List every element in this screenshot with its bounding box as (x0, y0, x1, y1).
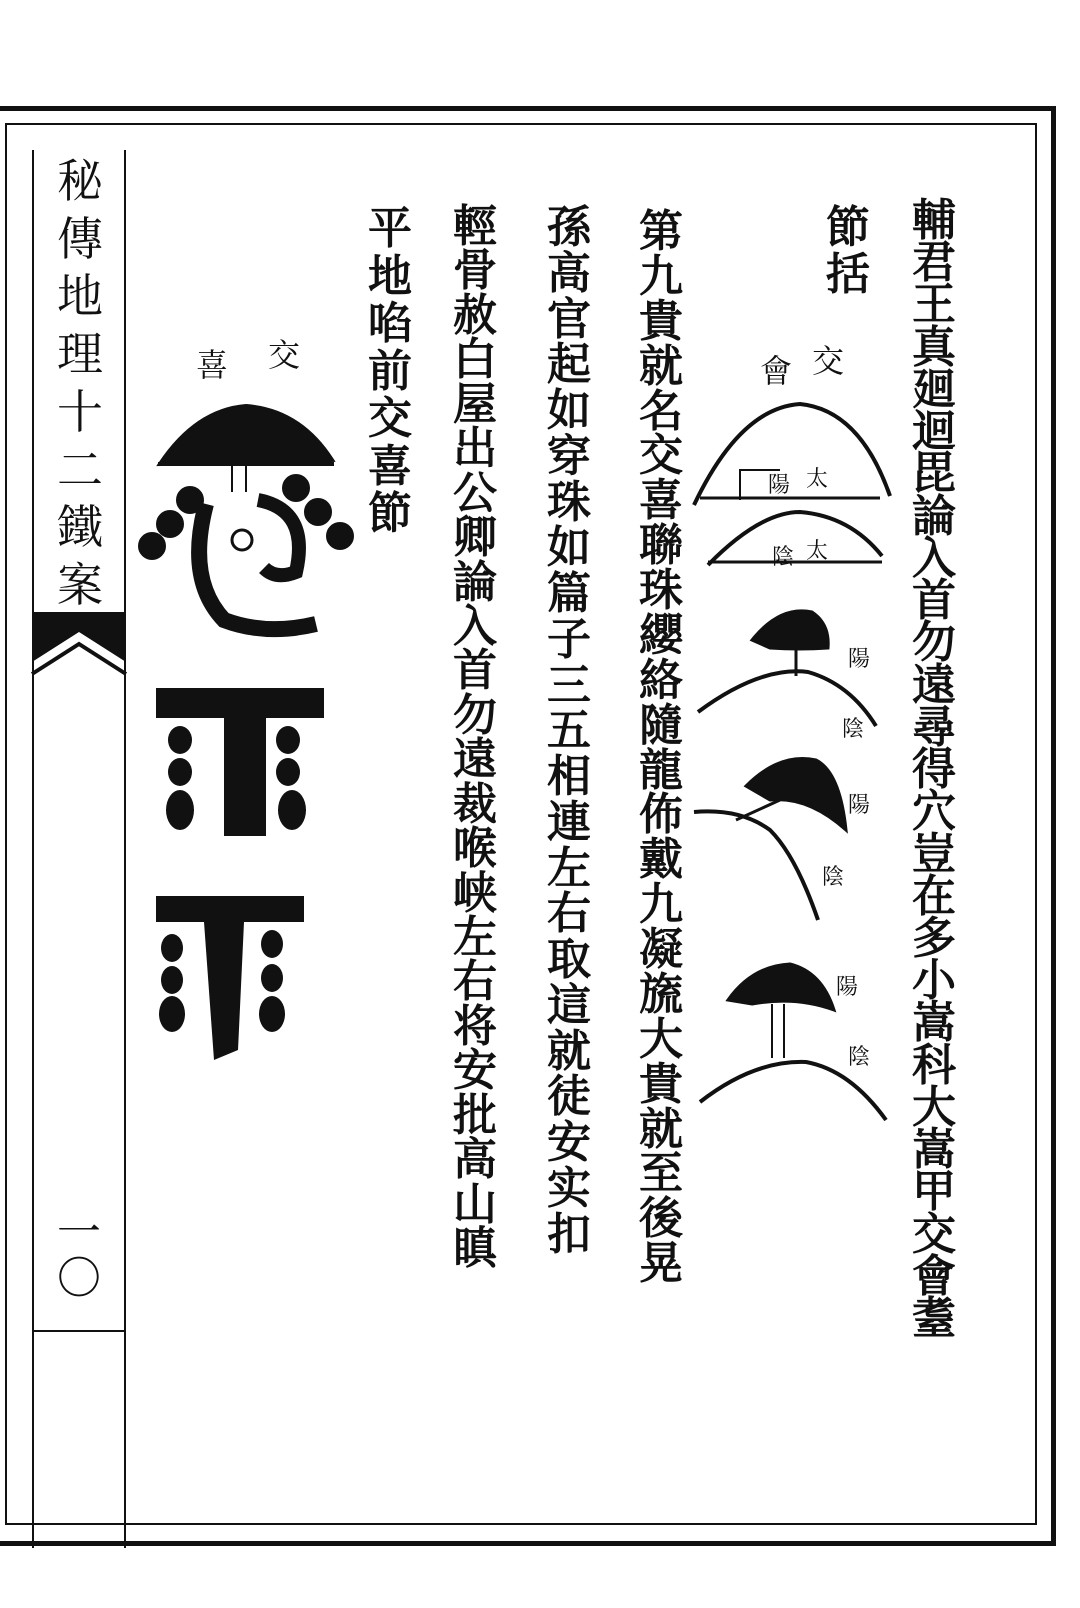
text-char: 得 (912, 744, 956, 796)
text-char: 入 (912, 532, 956, 584)
text-char: 王 (912, 279, 956, 331)
text-char: 後 (639, 1193, 683, 1245)
text-char: 迴 (912, 406, 956, 458)
text-char: 三 (547, 659, 591, 711)
page-number-char: 〇 (57, 1253, 101, 1305)
text-char: 珠 (547, 476, 591, 528)
label-yin-1: 陰 (772, 545, 795, 570)
title-char: 地 (57, 269, 103, 324)
text-char: 珠 (639, 565, 683, 616)
text-char: 晃 (639, 1238, 683, 1290)
text-char: 戴 (639, 834, 683, 886)
label-xi: 喜 (196, 346, 229, 384)
text-char: 就 (547, 1025, 591, 1077)
title-char: 秘 (57, 154, 103, 208)
text-char: 九 (639, 250, 683, 302)
text-char: 小 (912, 955, 956, 1007)
text-char: 峡 (453, 867, 497, 919)
text-char: 取 (547, 934, 591, 985)
text-char: 交 (912, 1208, 956, 1260)
text-char: 子 (547, 613, 591, 665)
text-char: 耋 (912, 1293, 956, 1345)
text-char: 甲 (912, 1166, 956, 1218)
text-char: 入 (453, 600, 497, 652)
text-char: 豈 (912, 828, 956, 880)
text-char: 喉 (453, 823, 497, 875)
text-char: 批 (453, 1089, 497, 1141)
text-char: 會 (912, 1250, 956, 1302)
text-char: 首 (912, 575, 956, 627)
text-char: 右 (547, 888, 591, 940)
text-char: 卿 (453, 512, 497, 564)
text-char: 輕 (453, 201, 497, 252)
text-char: 這 (547, 979, 591, 1031)
text-char: 節 (826, 202, 870, 253)
text-char: 論 (912, 490, 956, 542)
text-char: 扣 (547, 1208, 591, 1260)
text-char: 如 (547, 385, 591, 436)
text-char: 多 (912, 912, 956, 964)
text-char: 大 (639, 1013, 683, 1065)
title-char: 理 (57, 327, 103, 382)
text-char: 就 (639, 1103, 683, 1155)
text-char: 嵩 (912, 1124, 956, 1176)
label-jiao-left: 交 (268, 336, 301, 374)
label-yin-3: 陰 (822, 865, 845, 890)
text-char: 尋 (912, 701, 956, 753)
text-char: 大 (912, 1081, 956, 1133)
text-char: 安 (547, 1117, 591, 1168)
text-char: 絡 (639, 654, 683, 706)
text-char: 勿 (453, 689, 497, 741)
text-char: 安 (453, 1045, 497, 1097)
text-char: 山 (453, 1178, 497, 1230)
text-char: 白 (453, 334, 497, 386)
text-char: 廻 (912, 363, 956, 415)
text-char: 論 (453, 556, 497, 608)
text-char: 第 (639, 206, 683, 257)
text-char: 佈 (639, 789, 683, 841)
page-number-char: 一 (57, 1207, 101, 1258)
text-char: 在 (912, 870, 956, 922)
text-char: 嵩 (912, 997, 956, 1049)
text-char: 君 (912, 237, 956, 289)
text-char: 实 (547, 1162, 591, 1214)
text-char: 孫 (547, 202, 591, 253)
text-char: 喜 (368, 440, 412, 492)
label-yang-4: 陽 (836, 975, 859, 1000)
text-char: 交 (639, 430, 683, 482)
text-char: 瞋 (453, 1223, 497, 1275)
label-tai-2: 太 (806, 539, 829, 564)
text-char: 纓 (639, 609, 683, 661)
text-char: 将 (453, 1000, 497, 1052)
text-char: 左 (453, 912, 497, 963)
text-char: 骨 (453, 245, 497, 297)
text-char: 勿 (912, 617, 956, 669)
text-char: 相 (547, 751, 591, 802)
text-char: 穴 (912, 786, 956, 838)
text-char: 至 (639, 1148, 683, 1200)
text-char: 左 (547, 842, 591, 894)
text-char: 出 (453, 423, 497, 475)
text-char: 龍 (639, 744, 683, 796)
text-char: 篇 (547, 568, 591, 619)
text-char: 高 (547, 247, 591, 299)
text-char: 遠 (912, 659, 956, 711)
text-char: 前 (368, 345, 412, 397)
text-char: 啗 (368, 298, 412, 350)
label-yin-2: 陰 (842, 717, 865, 742)
text-char: 公 (453, 467, 497, 519)
text-char: 官 (547, 293, 591, 345)
text-char: 就 (639, 340, 683, 392)
text-char: 九 (639, 879, 683, 931)
text-char: 括 (826, 248, 870, 300)
text-char: 節 (368, 488, 412, 540)
text-char: 五 (547, 705, 591, 757)
label-yin-4: 陰 (848, 1045, 871, 1070)
title-char: 二 (57, 442, 103, 497)
text-char: 如 (547, 522, 591, 574)
label-tai-1: 太 (806, 467, 829, 492)
label-yang-3: 陽 (848, 793, 871, 818)
text-char: 交 (368, 393, 412, 445)
text-char: 貴 (639, 295, 683, 347)
text-char: 高 (453, 1134, 497, 1186)
text-char: 屋 (453, 378, 497, 430)
title-char: 鐵 (57, 500, 103, 555)
text-char: 科 (912, 1039, 956, 1091)
text-char: 遠 (453, 734, 497, 786)
label-yang-2: 陽 (848, 647, 871, 672)
text-char: 裁 (453, 778, 497, 830)
text-char: 徒 (547, 1071, 591, 1123)
text-char: 首 (453, 645, 497, 697)
label-hui: 會 (760, 352, 793, 390)
text-char: 凝 (639, 924, 683, 975)
text-char: 名 (639, 385, 683, 437)
text-char: 毘 (912, 448, 956, 500)
title-char: 案 (57, 557, 103, 612)
text-char: 右 (453, 956, 497, 1008)
label-jiao-top: 交 (812, 342, 845, 380)
text-char: 旒 (639, 968, 683, 1020)
text-char: 平 (368, 203, 412, 254)
text-char: 赦 (453, 289, 497, 341)
title-char: 傳 (57, 211, 103, 266)
text-char: 連 (547, 796, 591, 848)
text-char: 真 (912, 321, 956, 373)
text-char: 喜 (639, 475, 683, 527)
text-char: 地 (368, 250, 412, 302)
label-yang-1: 陽 (768, 473, 791, 498)
text-char: 輔 (912, 195, 956, 246)
text-char: 起 (547, 339, 591, 391)
text-char: 隨 (639, 699, 683, 751)
text-char: 貴 (639, 1058, 683, 1110)
text-char: 聯 (639, 520, 683, 572)
title-char: 十 (57, 384, 103, 439)
text-char: 穿 (547, 430, 591, 482)
